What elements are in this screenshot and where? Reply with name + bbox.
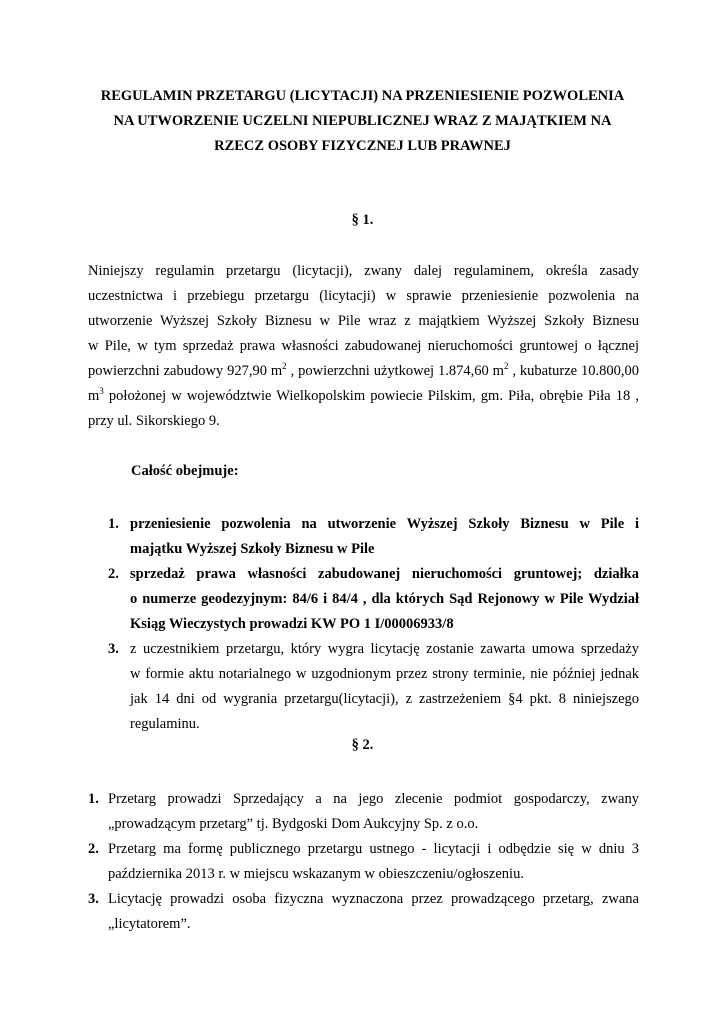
title-line: REGULAMIN PRZETARGU (LICYTACJI) NA PRZENIESIENIE POZWOLENIA	[100, 88, 625, 104]
list-line: „prowadzącym przetarg” tj. Bydgoski Dom Aukcyjny Sp. z o.o.	[108, 816, 479, 832]
list-line: Przetarg ma formę publicznego przetargu ustnego - licytacji i odbędzie się w dniu 3	[108, 841, 639, 857]
superscript: 2	[503, 361, 509, 371]
paragraph-line: w Pile, w tym sprzedaż prawa własności zabudowanej nieruchomości gruntowej o łącznej	[88, 338, 639, 354]
paragraph-line	[88, 359, 639, 384]
list-line: majątku Wyższej Szkoły Biznesu w Pile	[130, 541, 375, 557]
section-2-heading: § 2.	[351, 737, 374, 753]
text-run: , powierzchni użytkowej 1.874,60 m	[286, 363, 504, 379]
list-number: 1.	[108, 516, 119, 532]
section-1-subheading: Całość obejmuje:	[131, 463, 239, 479]
list-line: przeniesienie pozwolenia na utworzenie Wyższej Szkoły Biznesu w Pile i	[130, 516, 639, 532]
list-item	[108, 512, 708, 562]
list-item	[88, 887, 688, 937]
list-line: regulaminu.	[130, 716, 200, 732]
list-line: o numerze geodezyjnym: 84/6 i 84/4 , dla których Sąd Rejonowy w Pile Wydział	[130, 591, 639, 607]
list-line: października 2013 r. w miejscu wskazanym w obieszczeniu/ogłoszeniu.	[108, 866, 524, 882]
section-1-paragraph	[88, 259, 639, 434]
list-number: 3.	[88, 891, 99, 907]
list-number: 1.	[88, 791, 99, 807]
title-line: RZECZ OSOBY FIZYCZNEJ LUB PRAWNEJ	[214, 138, 511, 154]
section-1-heading: § 1.	[351, 212, 374, 228]
paragraph-line: uczestnictwa i przebiegu przetargu (licytacji) w sprawie przeniesienie pozwolenia na	[88, 288, 639, 304]
text-run: , kubaturze 10.800,00	[508, 363, 639, 379]
list-item	[108, 562, 708, 637]
text-run: m	[88, 388, 100, 404]
paragraph-line: utworzenie Wyższej Szkoły Biznesu w Pile wraz z majątkiem Wyższej Szkoły Biznesu	[88, 313, 639, 329]
text-run: położonej w województwie Wielkopolskim powiecie Pilskim, gm. Piła, obrębie Piła 18 ,	[103, 388, 639, 404]
superscript: 3	[99, 386, 104, 396]
list-line: z uczestnikiem przetargu, który wygra licytację zostanie zawarta umowa sprzedaży	[130, 641, 639, 657]
list-line: Licytację prowadzi osoba fizyczna wyznaczona przez prowadzącego przetarg, zwana	[108, 891, 639, 907]
list-line: jak 14 dni od wygrania przetargu(licytacji), z zastrzeżeniem §4 pkt. 8 niniejszego	[130, 691, 639, 707]
list-item	[88, 837, 688, 887]
list-line: Przetarg prowadzi Sprzedający a na jego zlecenie podmiot gospodarczy, zwany	[108, 791, 639, 807]
list-number: 2.	[88, 841, 99, 857]
text-run: powierzchni zabudowy 927,90 m	[88, 363, 283, 379]
list-line: w formie aktu notarialnego w uzgodnionym przez strony terminie, nie później jednak	[130, 666, 639, 682]
list-line: „licytatorem”.	[108, 916, 191, 932]
list-line: sprzedaż prawa własności zabudowanej nieruchomości gruntowej; działka	[130, 566, 639, 582]
paragraph-line: przy ul. Sikorskiego 9.	[88, 413, 220, 429]
document-title	[80, 84, 645, 159]
list-number: 2.	[108, 566, 119, 582]
list-number: 3.	[108, 641, 119, 657]
paragraph-line: Niniejszy regulamin przetargu (licytacji), zwany dalej regulaminem, określa zasady	[88, 263, 639, 279]
paragraph-line	[88, 384, 639, 409]
title-line: NA UTWORZENIE UCZELNI NIEPUBLICZNEJ WRAZ Z MAJĄTKIEM NA	[113, 113, 612, 129]
list-item	[108, 637, 708, 737]
superscript: 2	[282, 361, 287, 371]
list-item	[88, 787, 688, 837]
list-line: Ksiąg Wieczystych prowadzi KW PO 1 I/00006933/8	[130, 616, 454, 632]
